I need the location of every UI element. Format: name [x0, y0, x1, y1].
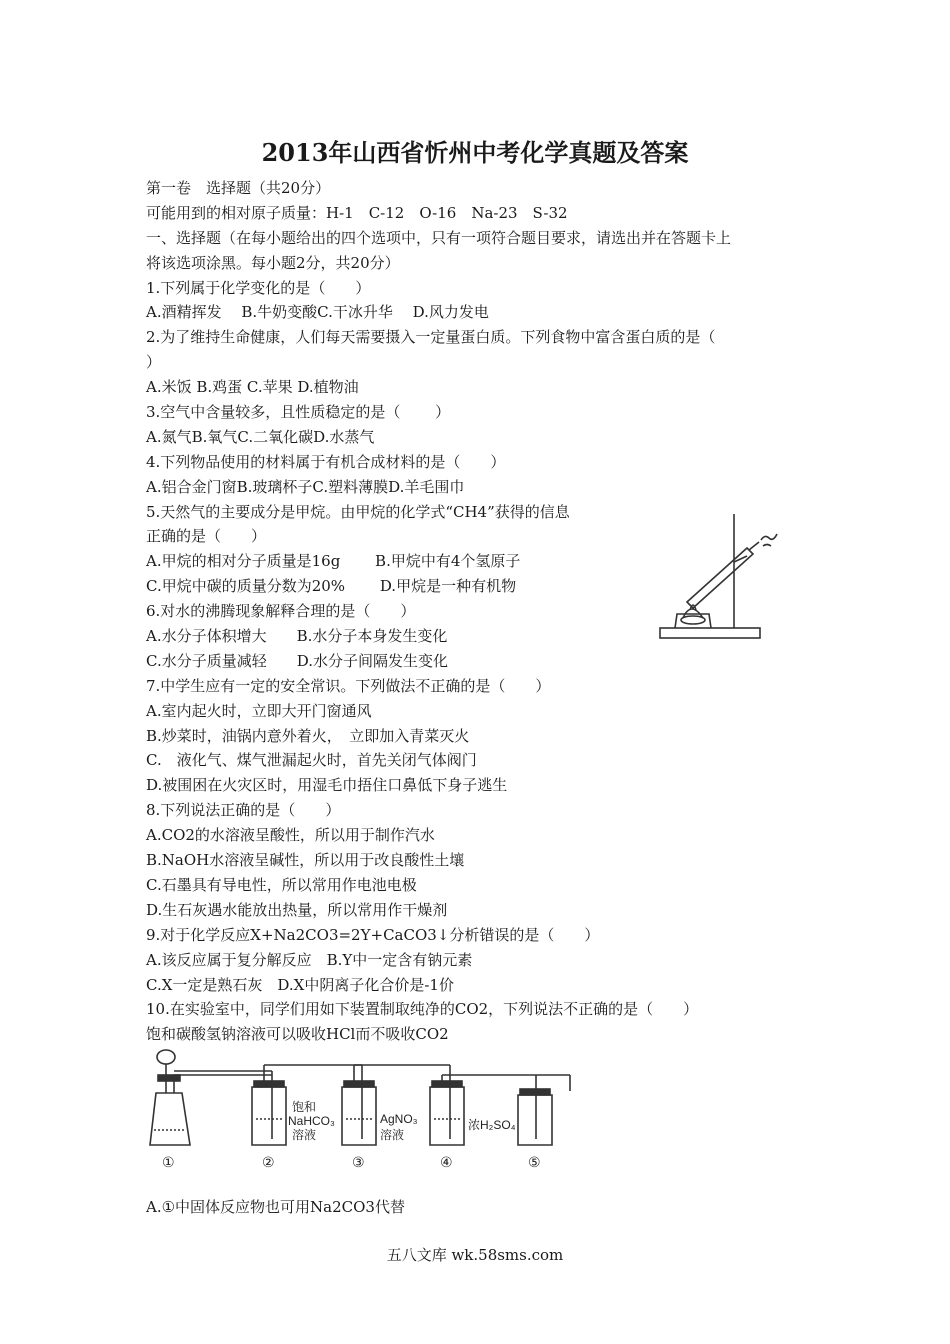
instructions-line-2: 将该选项涂黑。每小题2分，共20分）: [146, 253, 400, 272]
page-title: 2013年山西省忻州中考化学真题及答案: [261, 138, 689, 167]
question-1: 1.下列属于化学变化的是（ ）: [146, 278, 371, 297]
num-2: ②: [262, 1155, 275, 1171]
label-sat: 饱和: [292, 1100, 317, 1114]
question-8-option-a: A.CO2的水溶液呈酸性，所以用于制作汽水: [146, 826, 435, 845]
question-5-options-cd: C.甲烷中碳的质量分数为20% D.甲烷是一种有机物: [146, 577, 517, 596]
stand-base: [660, 628, 760, 638]
question-4-options: A.铝合金门窗B.玻璃杯子C.塑料薄膜D.羊毛围巾: [146, 477, 465, 496]
instructions-line-1: 一、选择题（在每小题给出的四个选项中，只有一项符合题目要求，请选出并在答题卡上: [146, 228, 732, 247]
bottle-4: [430, 1087, 464, 1145]
question-7-option-c: C. 液化气、煤气泄漏起火时，首先关闭气体阀门: [146, 751, 477, 770]
question-2-cont: ）: [146, 353, 162, 372]
heating-apparatus-figure: [657, 510, 782, 645]
num-5: ⑤: [528, 1155, 541, 1171]
question-6: 6.对水的沸腾现象解释合理的是（ ）: [146, 602, 416, 621]
question-2-options: A.米饭 B.鸡蛋 C.苹果 D.植物油: [146, 378, 359, 397]
question-8-option-c: C.石墨具有导电性，所以常用作电池电极: [146, 875, 417, 894]
label-agno3: AgNO₃: [380, 1112, 418, 1126]
question-7-option-d: D.被围困在火灾区时，用湿毛巾捂住口鼻低下身子逃生: [146, 776, 508, 795]
question-8: 8.下列说法正确的是（ ）: [146, 801, 341, 820]
label-solution-2: 溶液: [292, 1128, 317, 1142]
question-3: 3.空气中含量较多，且性质稳定的是（ ）: [146, 403, 451, 422]
question-10-note: 饱和碳酸氢钠溶液可以吸收HCl而不吸收CO2: [146, 1025, 449, 1044]
question-5-cont: 正确的是（ ）: [146, 527, 267, 546]
label-h2so4: 浓H₂SO₄: [468, 1118, 516, 1132]
flask-1: [150, 1093, 190, 1145]
question-6-options-ab: A.水分子体积增大 B.水分子本身发生变化: [146, 627, 448, 646]
question-10-option-a: A.①中固体反应物也可用Na2CO3代替: [146, 1198, 405, 1216]
question-8-option-d: D.生石灰遇水能放出热量，所以常用作干燥剂: [146, 900, 448, 919]
atomic-mass-line: 可能用到的相对原子质量：H-1 C-12 O-16 Na-23 S-32: [146, 203, 568, 222]
question-7: 7.中学生应有一定的安全常识。下列做法不正确的是（ ）: [146, 676, 551, 695]
question-3-options: A.氮气B.氧气C.二氧化碳D.水蒸气: [146, 427, 375, 446]
bottle-3: [342, 1087, 376, 1145]
num-3: ③: [352, 1155, 365, 1171]
section-header: 第一卷 选择题（共20分）: [146, 179, 331, 197]
label-solution-3: 溶液: [380, 1128, 405, 1142]
question-5-options-ab: A.甲烷的相对分子质量是16g B.甲烷中有4个氢原子: [146, 552, 521, 571]
footer-watermark: 五八文库 wk.58sms.com: [386, 1246, 564, 1264]
question-9-options-ab: A.该反应属于复分解反应 B.Y中一定含有钠元素: [146, 950, 473, 969]
question-6-options-cd: C.水分子质量减轻 D.水分子间隔发生变化: [146, 651, 448, 670]
question-2: 2.为了维持生命健康，人们每天需要摄入一定量蛋白质。下列食物中富含蛋白质的是（: [146, 328, 716, 347]
question-1-options: A.酒精挥发 B.牛奶变酸C.干冰升华 D.风力发电: [146, 303, 489, 322]
label-nahco3: NaHCO₃: [288, 1114, 335, 1128]
separatory-funnel: [157, 1050, 175, 1064]
question-4: 4.下列物品使用的材料属于有机合成材料的是（ ）: [146, 452, 506, 471]
bottle-5: [518, 1095, 552, 1145]
question-10: 10.在实验室中，同学们用如下装置制取纯净的CO2，下列说法不正确的是（ ）: [146, 1000, 699, 1019]
bottle-2: [252, 1087, 286, 1145]
question-9: 9.对于化学反应X+Na2CO3=2Y+CaCO3↓分析错误的是（ ）: [146, 925, 600, 944]
num-4: ④: [440, 1155, 453, 1171]
question-7-option-b: B.炒菜时，油锅内意外着火， 立即加入青菜灭火: [146, 726, 470, 745]
question-5: 5.天然气的主要成分是甲烷。由甲烷的化学式“CH4”获得的信息: [146, 502, 570, 521]
gas-apparatus-figure: [144, 1045, 580, 1175]
question-7-option-a: A.室内起火时，立即大开门窗通风: [146, 701, 372, 720]
question-8-option-b: B.NaOH水溶液呈碱性，所以用于改良酸性土壤: [146, 851, 465, 870]
question-9-options-cd: C.X一定是熟石灰 D.X中阴离子化合价是-1价: [146, 975, 454, 994]
num-1: ①: [162, 1155, 175, 1171]
